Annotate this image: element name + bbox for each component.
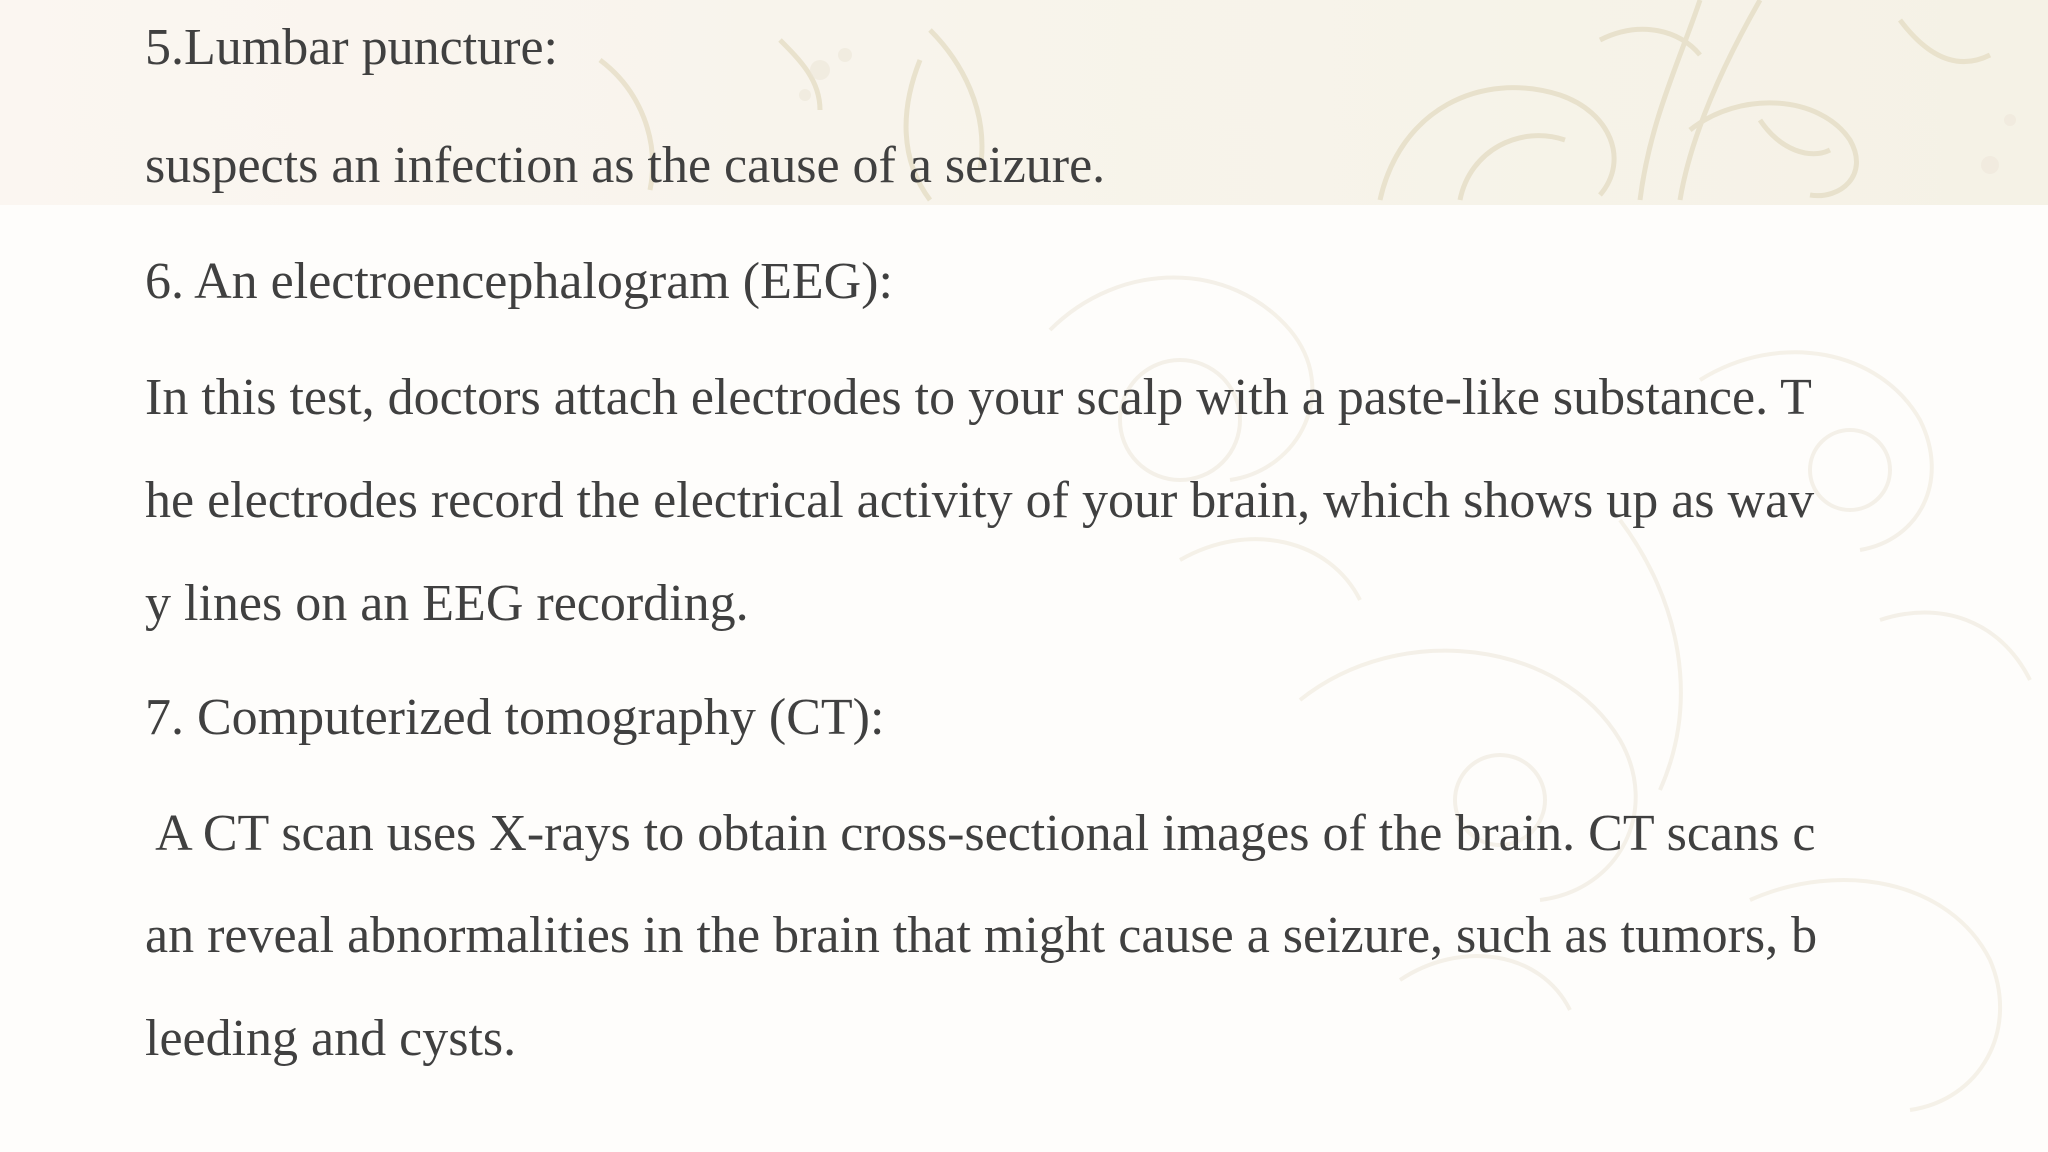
section-7-body-line-3: leeding and cysts. bbox=[145, 1010, 517, 1067]
section-7-body-line-1: A CT scan uses X-rays to obtain cross-sectional images of the brain. CT scans c bbox=[145, 805, 1816, 862]
section-5-heading: 5.Lumbar puncture: bbox=[145, 19, 558, 76]
section-6-heading: 6. An electroencephalogram (EEG): bbox=[145, 253, 893, 310]
section-7-heading: 7. Computerized tomography (CT): bbox=[145, 689, 885, 746]
section-6-body-line-3: y lines on an EEG recording. bbox=[145, 575, 749, 632]
section-6-body-line-1: In this test, doctors attach electrodes to your scalp with a paste-like substance. T bbox=[145, 369, 1812, 426]
section-5-body: suspects an infection as the cause of a seizure. bbox=[145, 137, 1106, 194]
section-7-body-line-2: an reveal abnormalities in the brain that might cause a seizure, such as tumors, b bbox=[145, 907, 1818, 964]
section-6-body-line-2: he electrodes record the electrical activity of your brain, which shows up as wav bbox=[145, 472, 1815, 529]
